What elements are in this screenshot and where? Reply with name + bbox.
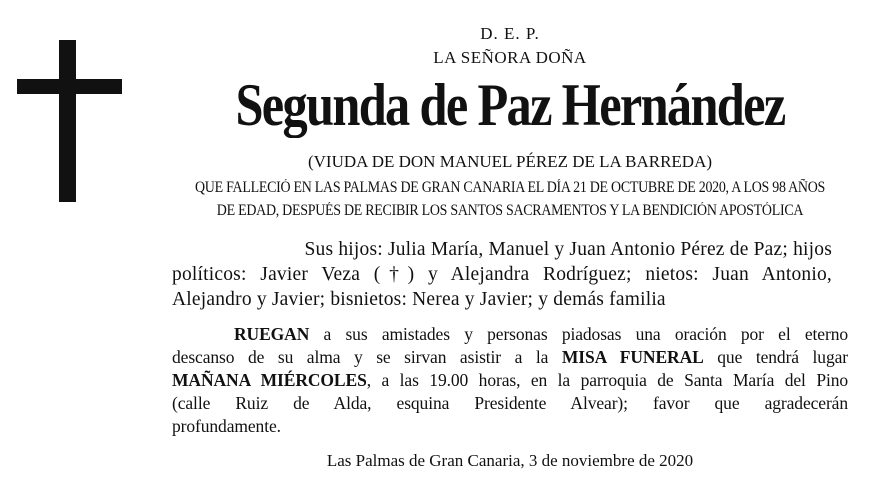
dep-heading: D. E. P.	[480, 24, 540, 43]
death-line-1: QUE FALLECIÓ EN LAS PALMAS DE GRAN CANARIA EL DÍA 21 DE OCTUBRE DE 2020, A LOS 98 AÑOS	[194, 179, 825, 196]
title-line: LA SEÑORA DOÑA	[433, 48, 587, 67]
death-line-2: DE EDAD, DESPUÉS DE RECIBIR LOS SANTOS SACRAMENTOS Y LA BENDICIÓN APOSTÓLICA	[216, 202, 804, 219]
cross-vertical-bar	[59, 40, 76, 202]
widow-line: (VIUDA DE DON MANUEL PÉREZ DE LA BARREDA)	[307, 152, 713, 171]
request-line-2	[172, 347, 848, 368]
family-line-1: Sus hijos: Julia María, Manuel y Juan Antonio Pérez de Paz; hijos	[304, 239, 832, 260]
request-line-4: (calle Ruiz de Alda, esquina Presidente Alvear); favor que agradecerán	[172, 393, 848, 413]
deceased-name: Segunda de Paz Hernández	[235, 72, 785, 138]
family-line-3: Alejandro y Javier; bisnietos: Nerea y Javier; y demás familia	[172, 289, 666, 310]
request-line-1	[172, 324, 848, 345]
misa-funeral: MISA FUNERAL	[561, 347, 704, 367]
request-line-1-text: a sus amistades y personas piadosas una oración por el eterno	[309, 324, 848, 344]
cross-horizontal-bar	[17, 79, 122, 94]
place-date: Las Palmas de Gran Canaria, 3 de noviembre de 2020	[326, 451, 694, 470]
request-line-2-text-a: descanso de su alma y se sirvan asistir a la	[172, 347, 562, 367]
manana-miercoles: MAÑANA MIÉRCOLES	[172, 370, 367, 390]
request-line-3	[172, 370, 848, 391]
request-line-5: profundamente.	[172, 416, 281, 436]
ruegan-word: RUEGAN	[234, 324, 310, 344]
family-line-2: políticos: Javier Veza (†) y Alejandra Rodríguez; nietos: Juan Antonio,	[172, 264, 832, 285]
request-line-2-text-b: que tendrá lugar	[703, 347, 849, 367]
request-line-3-text: , a las 19.00 horas, en la parroquia de Santa María del Pino	[366, 370, 849, 390]
